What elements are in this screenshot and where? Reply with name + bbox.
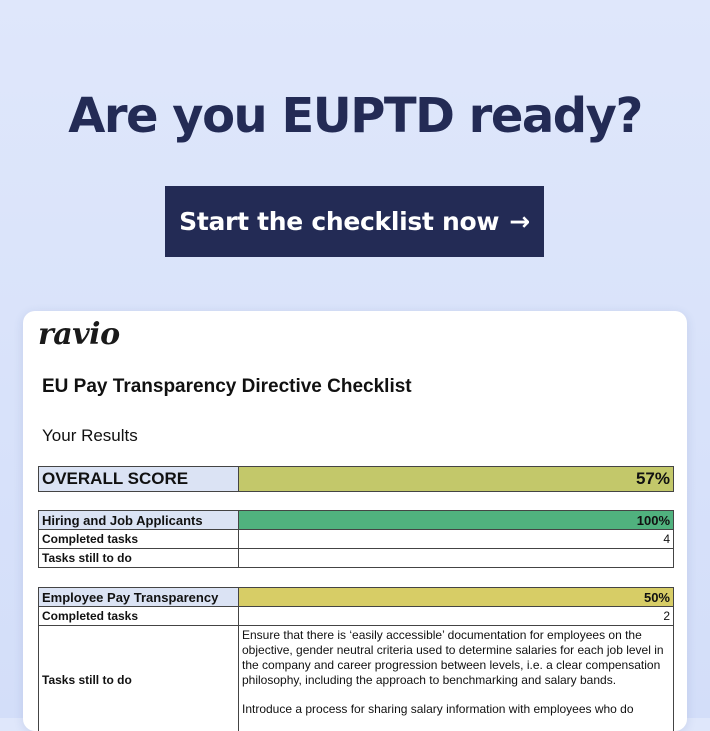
section-score: 50% bbox=[239, 588, 674, 607]
section-score: 100% bbox=[239, 511, 674, 530]
todo-item: Ensure that there is ‘easily accessible’ documentation for employees on the objective, gender neutral criteria used to determine salaries for each job level in the company and career progression between levels, i.e. a clear compensation philosophy, including the approach to benchmarking and salary bands. bbox=[242, 628, 670, 688]
completed-tasks-value: 2 bbox=[239, 607, 674, 626]
tasks-todo-label: Tasks still to do bbox=[39, 549, 239, 568]
section-table-hiring bbox=[38, 510, 674, 568]
section-table-employee-pay bbox=[38, 587, 674, 731]
section-name: Hiring and Job Applicants bbox=[39, 511, 239, 530]
checklist-title: EU Pay Transparency Directive Checklist bbox=[42, 376, 412, 398]
arrow-right-icon: → bbox=[509, 207, 530, 236]
page-headline: Are you EUPTD ready? bbox=[0, 88, 710, 144]
completed-tasks-row bbox=[39, 530, 674, 549]
section-header-row bbox=[39, 511, 674, 530]
section-name: Employee Pay Transparency bbox=[39, 588, 239, 607]
checklist-preview-card bbox=[23, 311, 687, 731]
completed-tasks-label: Completed tasks bbox=[39, 530, 239, 549]
start-checklist-button[interactable] bbox=[165, 186, 544, 257]
completed-tasks-label: Completed tasks bbox=[39, 607, 239, 626]
cta-label: Start the checklist now bbox=[179, 207, 499, 236]
overall-score-row bbox=[39, 467, 674, 492]
tasks-todo-label: Tasks still to do bbox=[39, 626, 239, 731]
todo-item: Introduce a process for sharing salary information with employees who do bbox=[242, 702, 670, 717]
results-label: Your Results bbox=[42, 426, 138, 446]
tasks-todo-row bbox=[39, 549, 674, 568]
overall-score-value: 57% bbox=[239, 467, 674, 492]
overall-score-label: OVERALL SCORE bbox=[39, 467, 239, 492]
section-header-row bbox=[39, 588, 674, 607]
tasks-todo-value bbox=[239, 549, 674, 568]
tasks-todo-text bbox=[239, 626, 674, 731]
overall-score-table bbox=[38, 466, 674, 492]
completed-tasks-value: 4 bbox=[239, 530, 674, 549]
completed-tasks-row bbox=[39, 607, 674, 626]
tasks-todo-row bbox=[39, 626, 674, 731]
ravio-logo: ravio bbox=[38, 317, 120, 352]
